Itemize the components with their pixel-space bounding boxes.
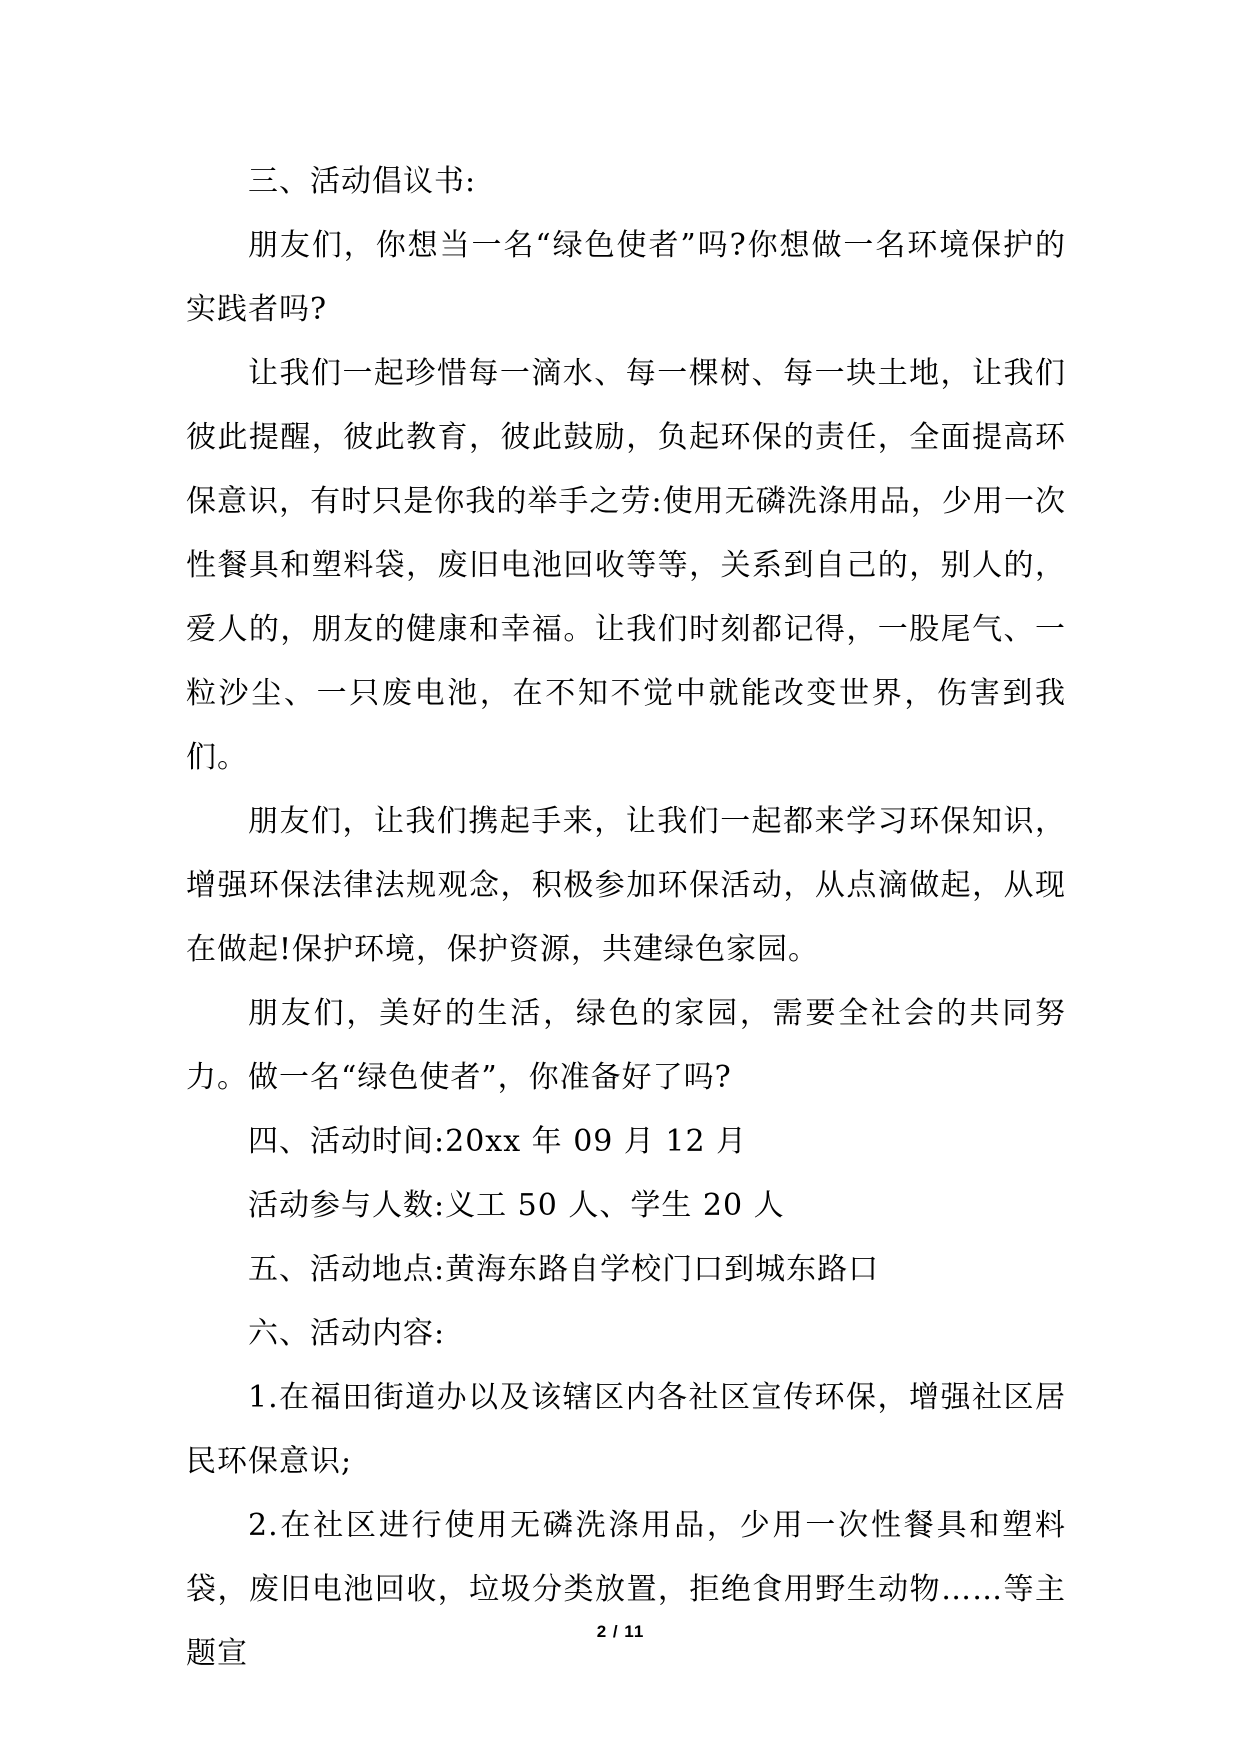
heading-initiative: 三、活动倡议书: xyxy=(248,164,477,199)
document-body xyxy=(186,150,1066,1686)
list-item-1: 1.在福田街道办以及该辖区内各社区宣传环保，增强社区居民环保意识; xyxy=(186,1380,1066,1479)
paragraph-cherish-resources: 让我们一起珍惜每一滴水、每一棵树、每一块土地，让我们彼此提醒，彼此教育，彼此鼓励，负起环保的责任，全面提高环保意识，有时只是你我的举手之劳:使用无磷洗涤用品，少用一次性餐具和塑料袋，废旧电池回收等等，关系到自己的，别人的，爱人的，朋友的健康和幸福。让我们时刻都记得，一股尾气、一粒沙尘、一只废电池，在不知不觉中就能改变世界，伤害到我们。 xyxy=(186,356,1066,775)
paragraph-beautiful-life: 朋友们，美好的生活，绿色的家园，需要全社会的共同努力。做一名“绿色使者”，你准备好了吗? xyxy=(186,996,1066,1095)
heading-activity-time: 四、活动时间:20xx 年 09 月 12 月 xyxy=(248,1124,748,1159)
text-participant-count: 活动参与人数:义工 50 人、学生 20 人 xyxy=(248,1188,785,1223)
heading-activity-content: 六、活动内容: xyxy=(248,1316,446,1351)
paragraph-green-envoy-question: 朋友们，你想当一名“绿色使者”吗?你想做一名环境保护的实践者吗? xyxy=(186,228,1066,327)
page-number: 2 / 11 xyxy=(596,1622,645,1641)
paragraph-join-hands: 朋友们，让我们携起手来，让我们一起都来学习环保知识，增强环保法律法规观念，积极参加环保活动，从点滴做起，从现在做起!保护环境，保护资源，共建绿色家园。 xyxy=(186,804,1066,967)
heading-activity-location: 五、活动地点:黄海东路自学校门口到城东路口 xyxy=(248,1252,880,1287)
list-item-2: 2.在社区进行使用无磷洗涤用品，少用一次性餐具和塑料袋，废旧电池回收，垃圾分类放置，拒绝食用野生动物……等主题宣 xyxy=(186,1508,1066,1671)
